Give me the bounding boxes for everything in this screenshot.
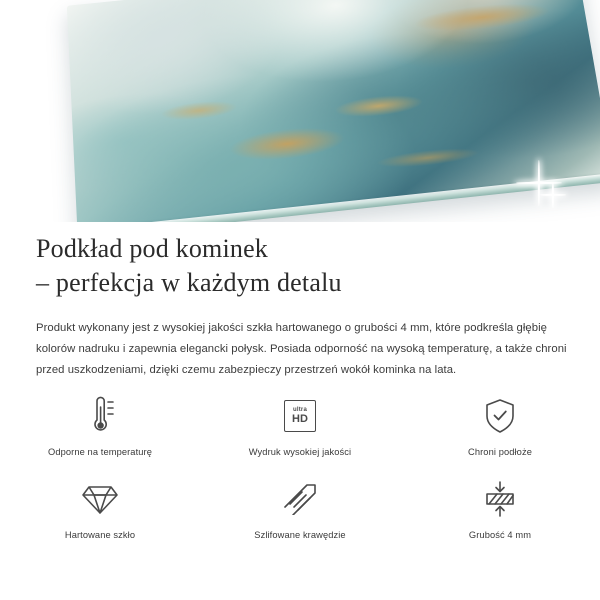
ultra-hd-badge-bottom: HD	[292, 413, 308, 425]
feature-label: Wydruk wysokiej jakości	[248, 447, 352, 457]
feature-label: Chroni podłoże	[468, 447, 532, 457]
thermometer-icon	[82, 393, 118, 439]
glass-panel-product	[67, 0, 600, 222]
feature-label: Szlifowane krawędzie	[254, 530, 346, 540]
feature-item-surface-protection	[400, 393, 600, 476]
feature-label: Grubość 4 mm	[468, 530, 532, 540]
feature-item-tempered-glass	[0, 476, 200, 559]
shield-check-icon	[483, 393, 517, 439]
feature-label: Odporne na temperaturę	[47, 447, 152, 457]
description-text: Produkt wykonany jest z wysokiej jakości szkła hartowanego o grubości 4 mm, które podkreśla głębię kolorów nadruku i zapewnia elegancki połysk. Posiada odporność na wysoką temperaturę, a także chroni przed uszkodzeniami, dzięki czemu zabezpieczy przestrzeń wokół kominka na lata.	[36, 322, 567, 376]
feature-grid	[0, 393, 600, 559]
polished-edges-icon	[281, 476, 319, 522]
thickness-arrows-icon	[480, 476, 520, 522]
hero-image	[0, 0, 600, 222]
feature-item-thickness	[400, 476, 600, 559]
diamond-icon	[81, 476, 119, 522]
headline-line-2: – perfekcja w każdym detalu	[36, 268, 342, 297]
feature-label: Hartowane szkło	[64, 530, 136, 540]
feature-item-print-quality	[200, 393, 400, 476]
feature-item-polished-edges	[200, 476, 400, 559]
feature-item-temperature	[0, 393, 200, 476]
headline-line-1: Podkład pod kominek	[36, 234, 269, 263]
content-block	[0, 222, 600, 381]
ultra-hd-icon	[284, 393, 316, 439]
ultra-hd-badge-top: ultra	[292, 407, 307, 413]
page-title	[0, 222, 600, 300]
